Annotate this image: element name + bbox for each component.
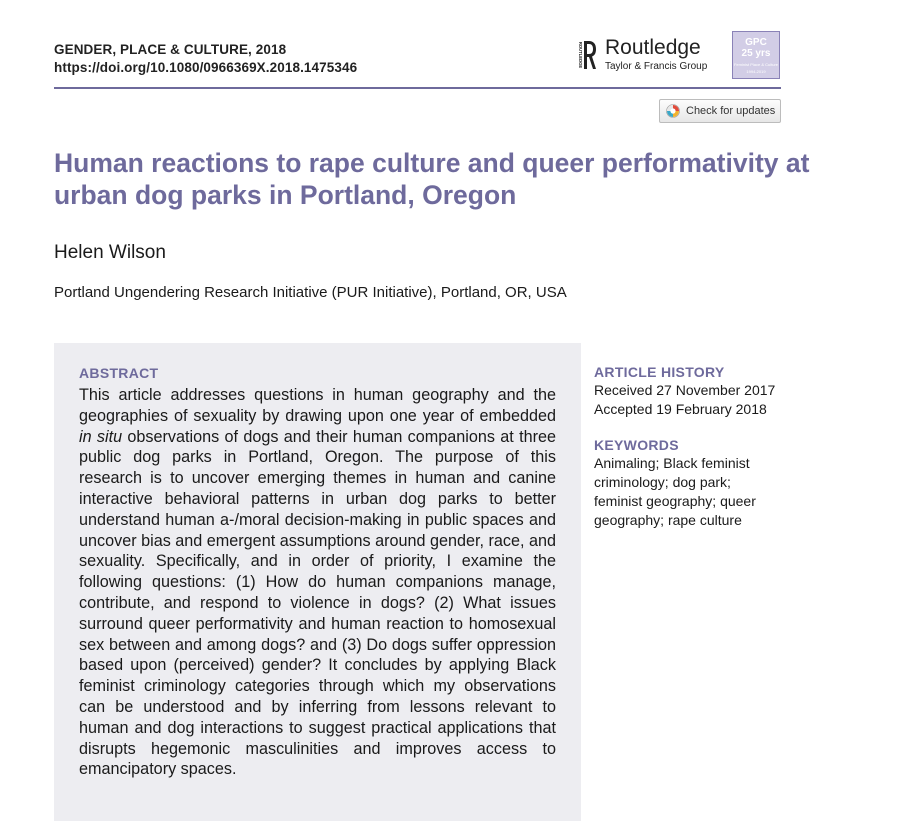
- author-name[interactable]: Helen Wilson: [54, 242, 166, 263]
- badge-caption: Feminist Place & Culture: [733, 62, 778, 67]
- abstract-text-part-2: observations of dogs and their human companions at three public dog parks in Portland, Oregon. The purpose of this research is to uncover emerging themes in human and canine interactive behavioral patterns in urban dog parks to better understand human a-/moral decision-making in public spaces and uncover bias and emergent assumptions around gender, race, and sexuality. Specifically, and in order of priority, I examine the following questions: (1) How do human companions manage, contribute, and respond to violence in dogs? (2) What issues surround queer performativity and human reaction to homosexual sex between and among dogs? and (3) Do dogs suffer oppression based upon (perceived) gender? It concludes by applying Black feminist criminology categories through which my observations can be understood and by inferring from lessons relevant to human and dog interactions to suggest practical applications that disrupts hegemonic masculinities and improves access to emancipatory spaces.: [79, 427, 556, 779]
- article-history: [594, 364, 794, 419]
- keywords-section: [594, 437, 794, 530]
- routledge-r-logo-icon: [575, 38, 597, 72]
- author-affiliation: Portland Ungendering Research Initiative (PUR Initiative), Portland, OR, USA: [54, 284, 567, 301]
- abstract-heading: ABSTRACT: [79, 365, 159, 381]
- article-history-heading: ARTICLE HISTORY: [594, 364, 725, 380]
- badge-years: 25 yrs: [741, 48, 771, 59]
- article-title: Human reactions to rape culture and queer performativity at urban dog parks in Portland, Oregon: [54, 148, 810, 210]
- crossmark-icon: [666, 104, 680, 118]
- badge-dates: 1994-2019: [746, 69, 766, 74]
- publisher-logo: [575, 34, 715, 78]
- accepted-date: Accepted 19 February 2018: [594, 401, 767, 417]
- publisher-subtitle: Taylor & Francis Group: [605, 61, 708, 72]
- abstract-text-part-1: This article addresses questions in human geography and the geographies of sexuality by drawing upon one year of embedded: [79, 386, 556, 425]
- check-for-updates-button[interactable]: [659, 99, 781, 123]
- keywords-heading: KEYWORDS: [594, 437, 679, 453]
- publisher-mark-text: ROUTLEDGE: [578, 41, 583, 69]
- header-divider: [54, 87, 781, 89]
- keywords-list: Animaling; Black feminist criminology; dog park; feminist geography; queer geography; rape culture: [594, 455, 756, 528]
- publisher-name: Routledge: [605, 36, 701, 59]
- received-date: Received 27 November 2017: [594, 382, 776, 398]
- abstract-text: [79, 385, 556, 780]
- journal-name: GENDER, PLACE & CULTURE, 2018: [54, 42, 287, 57]
- doi-link[interactable]: https://doi.org/10.1080/0966369X.2018.1475346: [54, 60, 358, 75]
- anniversary-badge: [732, 31, 780, 79]
- check-for-updates-label: Check for updates: [686, 105, 776, 117]
- abstract-italic-term: in situ: [79, 427, 123, 446]
- abstract-panel: [54, 343, 581, 821]
- badge-acronym: GPC: [745, 37, 767, 48]
